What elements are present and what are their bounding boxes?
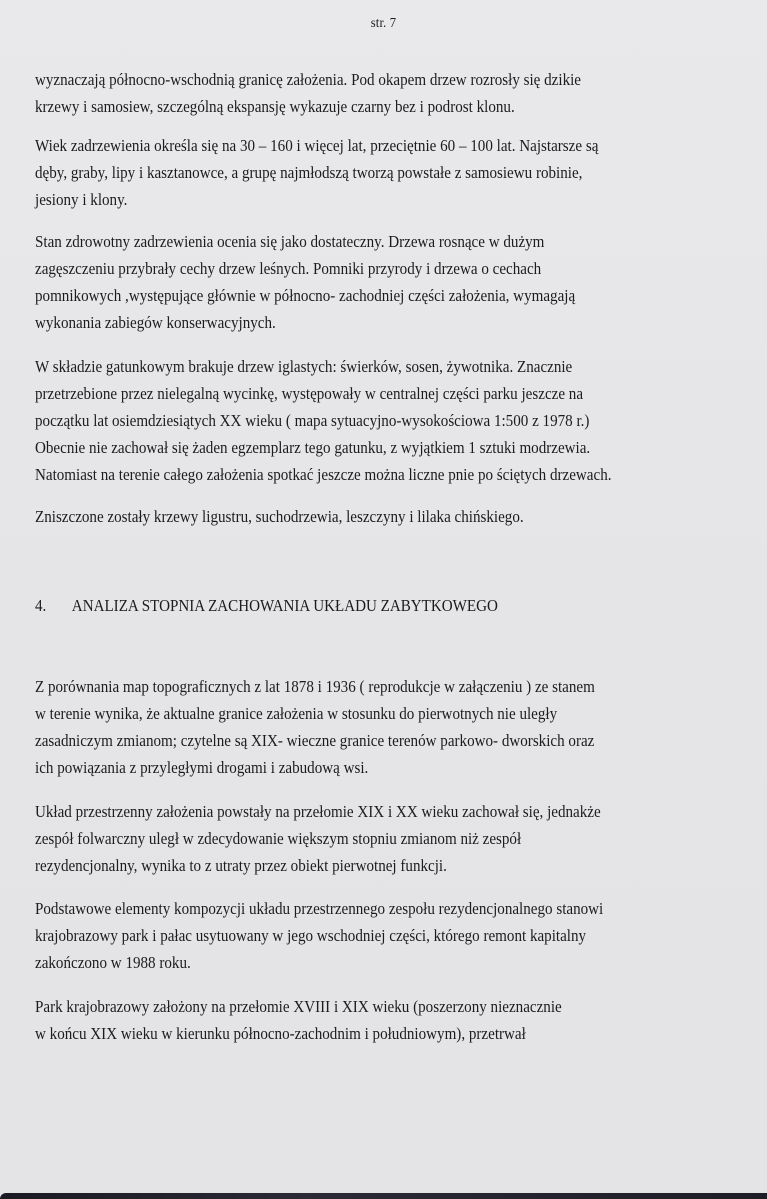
text-line: w końcu XIX wieku w kierunku północno-zachodnim i południowym), przetrwał [35, 1024, 526, 1043]
text-line: ich powiązania z przyległymi drogami i zabudową wsi. [35, 758, 369, 777]
section-number: 4. [35, 596, 47, 615]
text-line: zakończono w 1988 roku. [35, 953, 191, 972]
scan-bottom-edge [0, 1193, 767, 1199]
page-number: str. 7 [370, 16, 397, 31]
text-line: zagęszczeniu przybrały cechy drzew leśnych. Pomniki przyrody i drzewa o cechach [35, 259, 542, 278]
section-heading [35, 596, 498, 616]
text-line: Wiek zadrzewienia określa się na 30 – 160 i więcej lat, przeciętnie 60 – 100 lat. Najstarsze są [35, 136, 599, 155]
text-line: wyznaczają północno-wschodnią granicę założenia. Pod okapem drzew rozrosły się dzikie [35, 70, 581, 89]
text-line: jesiony i klony. [35, 190, 128, 209]
text-line: Podstawowe elementy kompozycji układu przestrzennego zespołu rezydencjonalnego stanowi [35, 899, 604, 918]
text-line: Zniszczone zostały krzewy ligustru, suchodrzewia, leszczyny i lilaka chińskiego. [35, 507, 524, 526]
text-line: Stan zdrowotny zadrzewienia ocenia się jako dostateczny. Drzewa rosnące w dużym [35, 232, 545, 251]
text-line: pomnikowych ,występujące głównie w północno- zachodniej części założenia, wymagają [35, 286, 576, 305]
text-line: krzewy i samosiew, szczególną ekspansję wykazuje czarny bez i podrost klonu. [35, 97, 515, 116]
text-line: W składzie gatunkowym brakuje drzew iglastych: świerków, sosen, żywotnika. Znacznie [35, 357, 573, 376]
text-line: zasadniczym zmianom; czytelne są XIX- wieczne granice terenów parkowo- dworskich oraz [35, 731, 595, 750]
section-title: ANALIZA STOPNIA ZACHOWANIA UKŁADU ZABYTKOWEGO [71, 596, 498, 615]
text-line: krajobrazowy park i pałac usytuowany w jego wschodniej części, którego remont kapitalny [35, 926, 587, 945]
text-line: początku lat osiemdziesiątych XX wieku ( mapa sytuacyjno-wysokościowa 1:500 z 1978 r.) [35, 411, 590, 430]
text-line: w terenie wynika, że aktualne granice założenia w stosunku do pierwotnych nie uległy [35, 704, 558, 723]
text-line: zespół folwarczny uległ w zdecydowanie większym stopniu zmianom niż zespół [35, 829, 522, 848]
text-line: Park krajobrazowy założony na przełomie XVIII i XIX wieku (poszerzony nieznacznie [35, 997, 562, 1016]
text-line: Z porównania map topograficznych z lat 1878 i 1936 ( reprodukcje w załączeniu ) ze stanem [35, 677, 595, 696]
text-line: Natomiast na terenie całego założenia spotkać jeszcze można liczne pnie po ściętych drzewach. [35, 465, 612, 484]
text-line: Obecnie nie zachował się żaden egzemplarz tego gatunku, z wyjątkiem 1 sztuki modrzewia. [35, 438, 591, 457]
text-line: Układ przestrzenny założenia powstały na przełomie XIX i XX wieku zachował się, jednakże [35, 802, 601, 821]
text-line: dęby, graby, lipy i kasztanowce, a grupę najmłodszą tworzą powstałe z samosiewu robinie, [35, 163, 583, 182]
text-line: wykonania zabiegów konserwacyjnych. [35, 313, 276, 332]
text-line: przetrzebione przez nielegalną wycinkę, występowały w centralnej części parku jeszcze na [35, 384, 584, 403]
text-line: rezydencjonalny, wynika to z utraty przez obiekt pierwotnej funkcji. [35, 856, 447, 875]
